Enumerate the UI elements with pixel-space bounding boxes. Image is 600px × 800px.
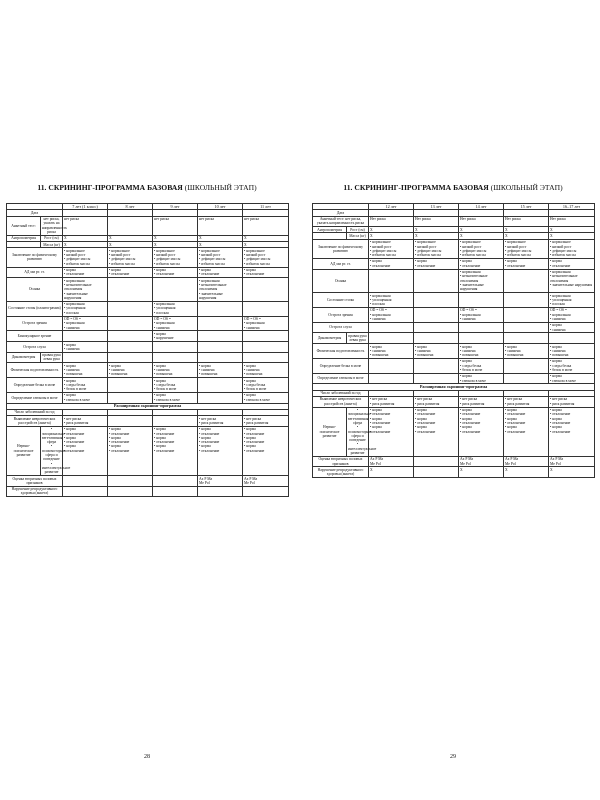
table-cell	[504, 358, 549, 373]
table-cell	[243, 331, 289, 342]
row-label: Антропометрия	[313, 227, 347, 233]
table-cell: • норма • снижена • повышена	[369, 344, 414, 359]
column-header: 16–17 лет	[549, 204, 595, 210]
table-row	[7, 392, 289, 403]
table-cell: • норма • отклонение • норма • отклонение • норма • отклонение	[459, 407, 504, 456]
row-label: Оценка вторичных половых признаков	[313, 456, 369, 467]
row-label: Нарушение репродуктивного здоровья (анкета)	[313, 467, 369, 478]
row-label: Состояние стопы	[313, 293, 369, 308]
table-cell	[198, 352, 243, 363]
table-cell	[243, 342, 289, 353]
table-cell	[108, 476, 153, 487]
table-cell	[198, 486, 243, 497]
table-cell	[63, 331, 108, 342]
page-number: 29	[450, 754, 456, 760]
table-cell: • норма • снижена • повышена	[549, 344, 595, 359]
table-cell: • норма • отклонение	[549, 258, 595, 269]
table-cell: • нет риска • риск развития	[549, 396, 595, 407]
row-label: Нервно-психическое развитие	[7, 426, 41, 475]
table-cell	[459, 293, 504, 308]
table-cell	[243, 301, 289, 316]
table-cell: Ax P Ma Me Pol	[369, 456, 414, 467]
table-cell	[369, 269, 414, 292]
table-row	[7, 331, 289, 342]
column-header: 11 лет	[243, 204, 289, 210]
table-cell	[369, 333, 414, 344]
table-cell	[414, 373, 459, 384]
table-cell: • нормальное • низкий рост • дефицит массы • избыток массы	[369, 239, 414, 258]
table-cell	[108, 216, 153, 235]
table-cell: • норма • отклонение	[369, 258, 414, 269]
table-cell: X	[153, 235, 198, 241]
table-cell: • норма • следы белка • белок в моче	[243, 378, 289, 393]
table-cell	[153, 486, 198, 497]
table-cell	[369, 358, 414, 373]
table-cell: Нет риска	[459, 216, 504, 227]
table-row	[313, 407, 595, 456]
table-cell	[504, 333, 549, 344]
table-cell	[549, 333, 595, 344]
row-label: Число заболеваний за год	[7, 409, 63, 415]
column-header: 13 лет	[414, 204, 459, 210]
table-cell: X	[504, 467, 549, 478]
column-header: 15 лет	[504, 204, 549, 210]
table-cell: X	[63, 235, 108, 241]
row-label: Определение белка в моче	[7, 378, 63, 393]
table-row	[7, 426, 289, 475]
title-normal: (ШКОЛЬНЫЙ ЭТАП)	[488, 183, 563, 192]
table-cell: X	[459, 227, 504, 233]
table-cell: • норма • снижена • повышена	[414, 344, 459, 359]
table-cell: • нормальное • низкий рост • дефицит массы • избыток массы	[549, 239, 595, 258]
row-sublabel: нет риска, указать на направленность риска	[42, 217, 67, 234]
table-row	[7, 301, 289, 316]
table-cell: X	[549, 227, 595, 233]
column-header: 9 лет	[153, 204, 198, 210]
table-cell: • норма • глюкоза в моче	[549, 373, 595, 384]
table-cell	[198, 392, 243, 403]
table-cell: X	[504, 227, 549, 233]
table-cell: Нет риска	[369, 216, 414, 227]
row-label: Физическая подготовленность	[313, 344, 369, 359]
table-cell: • нет риска • риск развития	[414, 396, 459, 407]
table-cell	[108, 416, 153, 427]
table-cell	[108, 278, 153, 301]
table-cell: X	[243, 242, 289, 248]
title-bold: 11. СКРИНИНГ-ПРОГРАММА БАЗОВАЯ	[37, 183, 183, 192]
row-label: Острота слуха	[7, 342, 63, 353]
table-cell: • норма • снижена • повышена	[108, 363, 153, 378]
page-number: 28	[144, 754, 150, 760]
row-sublabel: правая рука левая рука	[348, 333, 367, 343]
table-cell: • нормальное • низкий рост • дефицит массы • избыток массы	[504, 239, 549, 258]
table-cell	[369, 322, 414, 333]
table-row	[313, 216, 595, 227]
table-cell	[198, 301, 243, 316]
table-cell: • норма • нарушение	[153, 331, 198, 342]
table-cell	[414, 269, 459, 292]
table-row	[313, 396, 595, 407]
table-cell: • норма • отклонение • норма • отклонение • норма • отклонение	[369, 407, 414, 456]
table-cell: • нормальная • незначительные отклонения • значительные нарушения	[198, 278, 243, 301]
table-cell	[63, 476, 108, 487]
table-row	[313, 307, 595, 322]
table-row	[7, 363, 289, 378]
table-cell: • норма • отклонение	[108, 267, 153, 278]
table-cell	[198, 342, 243, 353]
table-cell: • нормальное • низкий рост • дефицит массы • избыток массы	[459, 239, 504, 258]
table-cell	[153, 278, 198, 301]
table-row	[313, 239, 595, 258]
table-cell: X	[198, 242, 243, 248]
table-cell: • норма • снижена • повышена	[504, 344, 549, 359]
table-cell: • норма • отклонение • норма • отклонение • норма • отклонение	[243, 426, 289, 475]
table-cell	[243, 278, 289, 301]
table-cell	[504, 293, 549, 308]
table-cell: • норма • отклонение • норма • отклонение • норма • отклонение	[153, 426, 198, 475]
row-sublabel: Масса (кг)	[41, 242, 63, 248]
table-cell: нет риска	[243, 216, 289, 235]
table-cell: Ax P Ma Me Pol	[549, 456, 595, 467]
table-cell: нет риска	[198, 216, 243, 235]
screening-table	[6, 203, 289, 497]
right-page	[306, 0, 600, 800]
table-cell	[414, 456, 459, 467]
table-row	[7, 352, 289, 363]
row-label: Нарушение репродуктивного здоровья (анкета)	[7, 486, 63, 497]
table-cell: Нет риска	[504, 216, 549, 227]
row-label: Осанка	[7, 278, 63, 301]
row-label: Острота слуха	[313, 322, 369, 333]
table-cell	[108, 316, 153, 331]
column-header: 8 лет	[108, 204, 153, 210]
table-cell: X	[63, 242, 108, 248]
table-row	[7, 248, 289, 267]
table-cell: • норма • отклонение • норма • отклонение • норма • отклонение	[414, 407, 459, 456]
row-label: Анкетный тест:	[7, 216, 41, 235]
table-body	[313, 204, 595, 478]
table-cell: OD = OS = • нормальная • снижена	[153, 316, 198, 331]
page-title	[306, 183, 600, 192]
table-cell: X	[369, 227, 414, 233]
section-heading: Расширенная скрининг-программа	[7, 403, 289, 409]
left-page	[0, 0, 294, 800]
table-cell	[414, 307, 459, 322]
screening-table	[312, 203, 595, 478]
table-cell: Нет риска	[549, 216, 595, 227]
table-cell: • нормальная • уплощенная • плоская	[153, 301, 198, 316]
row-label: Осанка	[313, 269, 369, 292]
table-cell	[153, 352, 198, 363]
table-cell: X	[243, 235, 289, 241]
table-cell	[369, 373, 414, 384]
table-cell	[243, 352, 289, 363]
page-title	[0, 183, 294, 192]
table-cell: OD = OS = • нормальная • снижена	[243, 316, 289, 331]
table-cell	[108, 331, 153, 342]
row-label: Дата	[7, 210, 63, 216]
row-sublabel: • эмоционально-вегетативная сфера • психомоторная сфера и поведение • интеллектуальное развитие	[42, 427, 71, 475]
table-cell: X	[459, 467, 504, 478]
table-cell: Ax P Ma Me Pol	[198, 476, 243, 487]
column-header: 14 лет	[459, 204, 504, 210]
table-cell: Ax P Ma Me Pol	[459, 456, 504, 467]
table-cell: • нормальная • незначительные отклонения • значительные нарушения	[459, 269, 504, 292]
row-label: Бинокулярное зрение	[7, 331, 63, 342]
table-row	[313, 467, 595, 478]
table-cell	[414, 293, 459, 308]
row-label: Определение глюкозы в моче	[7, 392, 63, 403]
table-cell: • нормальная • уплощенная • плоская	[549, 293, 595, 308]
row-label: Антропометрия	[7, 235, 41, 241]
table-cell: X	[369, 467, 414, 478]
column-header: 7 лет (1 класс)	[63, 204, 108, 210]
row-label: Выявление невротических расстройств (анкета)	[313, 396, 369, 407]
table-cell	[504, 307, 549, 322]
section-heading: Расширенная скрининг-программа	[313, 384, 595, 390]
table-cell: OD = OS = • нормальная • снижена	[459, 307, 504, 322]
table-cell: X	[459, 233, 504, 239]
row-label: Определение глюкозы в моче	[313, 373, 369, 384]
table-cell: • норма • снижена	[63, 342, 108, 353]
table-row	[313, 269, 595, 292]
table-cell: • норма • глюкоза в моче	[459, 373, 504, 384]
table-cell: • норма • следы белка • белок в моче	[549, 358, 595, 373]
table-cell: • норма • отклонение	[414, 258, 459, 269]
table-cell	[108, 352, 153, 363]
table-cell: X	[549, 233, 595, 239]
table-cell: • норма • глюкоза в моче	[63, 392, 108, 403]
row-label: Оценка вторичных половых признаков	[7, 476, 63, 487]
row-label: АД мм рт. ст.	[313, 258, 369, 269]
table-cell: • норма • отклонение	[504, 258, 549, 269]
table-row	[313, 293, 595, 308]
table-cell: • норма • глюкоза в моче	[243, 392, 289, 403]
table-cell	[63, 486, 108, 497]
table-row	[313, 456, 595, 467]
table-cell	[63, 352, 108, 363]
table-cell: • норма • отклонение	[153, 267, 198, 278]
table-cell: • нормальное • низкий рост • дефицит массы • избыток массы	[243, 248, 289, 267]
table-cell	[198, 378, 243, 393]
table-cell	[243, 486, 289, 497]
table-cell: • норма • отклонение • норма • отклонение • норма • отклонение	[108, 426, 153, 475]
table-cell: • норма • отклонение • норма • отклонение • норма • отклонение	[549, 407, 595, 456]
row-sublabel: Масса (кг)	[347, 233, 369, 239]
table-row	[313, 258, 595, 269]
row-label: Состояние стопы (плантограмма)	[7, 301, 63, 316]
table-row	[7, 342, 289, 353]
row-label: Нервно-психическое развитие	[313, 407, 347, 456]
row-label: Выявление невротических расстройств (анкета)	[7, 416, 63, 427]
table-cell	[153, 342, 198, 353]
table-body	[7, 204, 289, 497]
table-cell: • нормальная • незначительные отклонения • значительные нарушения	[549, 269, 595, 292]
table-cell	[108, 486, 153, 497]
table-cell: X	[198, 235, 243, 241]
table-cell: • нормальное • низкий рост • дефицит массы • избыток массы	[414, 239, 459, 258]
table-cell: • норма • снижена • повышена	[243, 363, 289, 378]
row-sublabel: Рост (см)	[347, 227, 369, 233]
title-bold: 11. СКРИНИНГ-ПРОГРАММА БАЗОВАЯ	[343, 183, 489, 192]
table-cell: • нормальная • незначительные отклонения • значительные нарушения	[63, 278, 108, 301]
table-cell: нет риска	[153, 216, 198, 235]
table-cell: X	[549, 467, 595, 478]
row-label: Дата	[313, 210, 369, 216]
row-label: Определение белка в моче	[313, 358, 369, 373]
table-row	[7, 416, 289, 427]
table-cell: • нет риска • риск развития	[243, 416, 289, 427]
table-cell: • норма • следы белка • белок в моче	[153, 378, 198, 393]
table-cell: • норма • отклонение	[243, 267, 289, 278]
table-cell: • норма • снижена	[549, 322, 595, 333]
row-label: Заключение по физическому развитию	[7, 248, 63, 267]
table-row	[7, 316, 289, 331]
table-cell: нет риска	[63, 216, 108, 235]
table-cell: • норма • отклонение • норма • отклонение • норма • отклонение	[198, 426, 243, 475]
table-cell	[414, 322, 459, 333]
table-cell	[414, 358, 459, 373]
row-label: Динамометрия	[313, 333, 347, 344]
table-row	[313, 333, 595, 344]
table-cell	[108, 301, 153, 316]
row-label: Анкетный тест: нет риска, указать направленность риска	[313, 216, 369, 227]
table-row	[7, 476, 289, 487]
table-cell: • нет риска • риск развития	[459, 396, 504, 407]
table-cell: Нет риска	[414, 216, 459, 227]
table-cell: • нормальная • уплощенная • плоская	[63, 301, 108, 316]
table-cell: • норма • снижена • повышена	[63, 363, 108, 378]
table-cell: X	[108, 242, 153, 248]
table-row	[7, 486, 289, 497]
table-cell: • нормальное • низкий рост • дефицит массы • избыток массы	[63, 248, 108, 267]
row-label: АД мм рт. ст.	[7, 267, 63, 278]
row-sublabel: • эмоционально-вегетативная сфера • психомоторная сфера и поведение • интеллектуальное развитие	[348, 408, 377, 456]
table-row	[313, 344, 595, 359]
table-cell: Ax P Ma Me Pol	[504, 456, 549, 467]
table-row	[313, 373, 595, 384]
row-label: Острота зрения	[7, 316, 63, 331]
table-cell: • норма • следы белка • белок в моче	[459, 358, 504, 373]
table-cell: • норма • отклонение	[459, 258, 504, 269]
table-cell	[414, 333, 459, 344]
table-cell	[153, 476, 198, 487]
table-cell	[504, 373, 549, 384]
table-cell	[459, 322, 504, 333]
table-cell	[198, 316, 243, 331]
table-cell: • нормальное • низкий рост • дефицит массы • избыток массы	[108, 248, 153, 267]
table-cell: X	[108, 235, 153, 241]
table-cell: • норма • снижена • повышена	[198, 363, 243, 378]
row-label: Число заболеваний за год	[313, 390, 369, 396]
table-cell: • норма • отклонение • норма • отклонение • норма • отклонение	[504, 407, 549, 456]
table-cell: • норма • отклонение • норма • отклонение • норма • отклонение	[63, 426, 108, 475]
row-label: Острота зрения	[313, 307, 369, 322]
table-cell: Ax P Ma Me Pol	[243, 476, 289, 487]
table-cell	[459, 333, 504, 344]
table-cell: • нормальная • уплощенная • плоская	[369, 293, 414, 308]
table-cell: X	[414, 227, 459, 233]
table-cell: X	[153, 242, 198, 248]
table-row	[7, 216, 289, 235]
table-cell: OD = OS = • нормальная • снижена	[63, 316, 108, 331]
table-cell	[108, 392, 153, 403]
table-row	[313, 322, 595, 333]
table-cell	[108, 342, 153, 353]
table-cell: • нет риска • риск развития	[63, 416, 108, 427]
table-cell: • нормальное • низкий рост • дефицит массы • избыток массы	[198, 248, 243, 267]
row-label: Динамометрия	[7, 352, 41, 363]
table-cell: • норма • следы белка • белок в моче	[63, 378, 108, 393]
table-row	[313, 358, 595, 373]
table-cell: X	[414, 233, 459, 239]
table-cell: • норма • снижена • повышена	[459, 344, 504, 359]
table-cell: X	[504, 233, 549, 239]
row-label: Заключение по физическому развитию	[313, 239, 369, 258]
table-row	[7, 267, 289, 278]
table-cell: X	[369, 233, 414, 239]
table-cell	[153, 416, 198, 427]
column-header: 10 лет	[198, 204, 243, 210]
table-cell	[414, 467, 459, 478]
table-cell	[108, 378, 153, 393]
table-cell: • нет риска • риск развития	[504, 396, 549, 407]
table-cell: • норма • отклонение	[198, 267, 243, 278]
row-sublabel: правая рука левая рука	[42, 353, 61, 362]
table-cell: • нормальное • низкий рост • дефицит массы • избыток массы	[153, 248, 198, 267]
table-cell: OD = OS = • нормальная • снижена	[549, 307, 595, 322]
column-header: 12 лет	[369, 204, 414, 210]
table-row	[7, 278, 289, 301]
table-cell	[504, 322, 549, 333]
table-cell: • норма • снижена • повышена	[153, 363, 198, 378]
row-label: Физическая подготовленность	[7, 363, 63, 378]
table-row	[7, 378, 289, 393]
table-cell: • норма • отклонение	[63, 267, 108, 278]
table-cell: • нет риска • риск развития	[198, 416, 243, 427]
table-cell: • нет риска • риск развития	[369, 396, 414, 407]
table-cell	[504, 269, 549, 292]
table-cell	[198, 331, 243, 342]
table-cell: OD = OS = • нормальная • снижена	[369, 307, 414, 322]
title-normal: (ШКОЛЬНЫЙ ЭТАП)	[182, 183, 257, 192]
row-sublabel: Рост (см)	[41, 235, 63, 241]
table-cell: • норма • глюкоза в моче	[153, 392, 198, 403]
